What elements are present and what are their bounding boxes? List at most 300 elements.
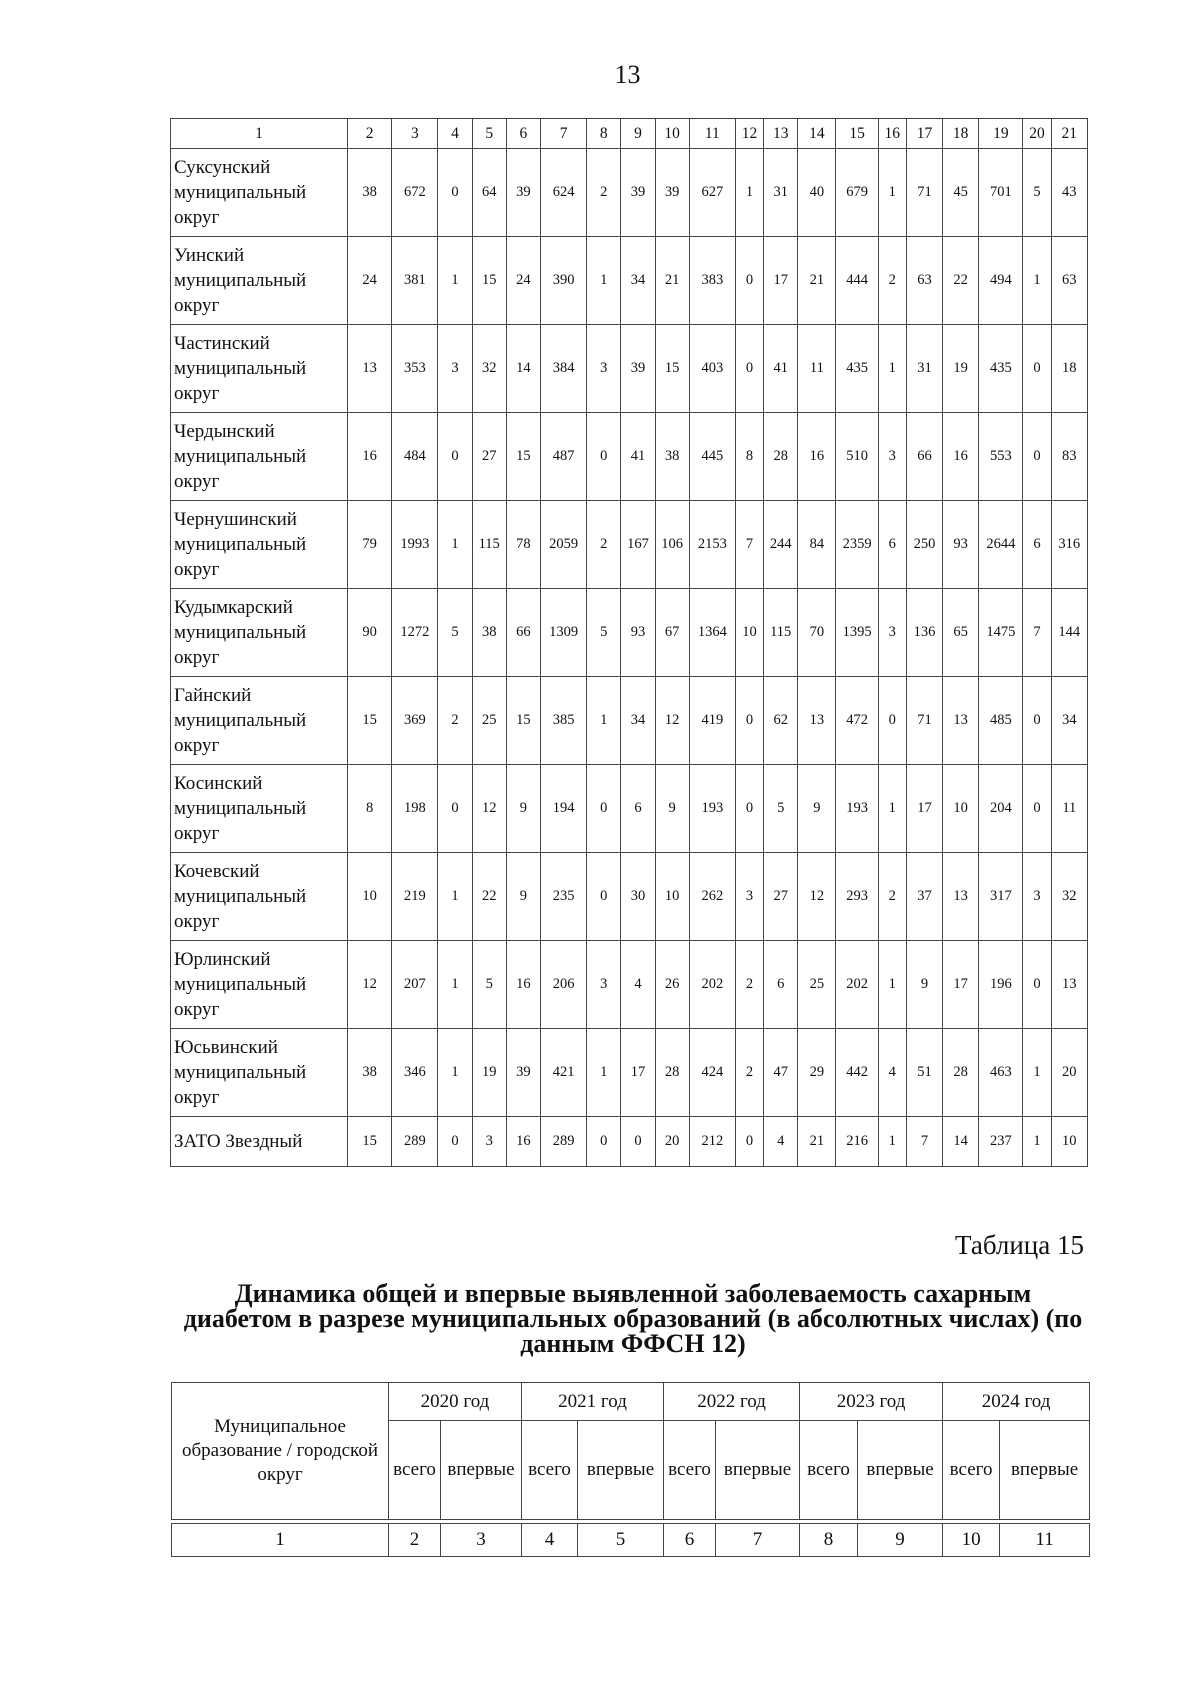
district-name-cell: Уинский муниципальный округ [171, 237, 348, 325]
district-name-cell: Косинский муниципальный округ [171, 765, 348, 853]
value-cell: 5 [438, 589, 472, 677]
column-number-cell: 15 [836, 119, 878, 149]
value-cell: 202 [836, 941, 878, 1029]
value-cell: 71 [906, 677, 942, 765]
value-cell: 317 [979, 853, 1023, 941]
value-cell: 22 [943, 237, 979, 325]
value-cell: 38 [347, 1029, 391, 1117]
district-name-cell: Гайнский муниципальный округ [171, 677, 348, 765]
value-cell: 27 [764, 853, 798, 941]
value-cell: 3 [472, 1117, 506, 1167]
value-cell: 1272 [392, 589, 438, 677]
value-cell: 206 [540, 941, 586, 1029]
value-cell: 1 [438, 941, 472, 1029]
value-cell: 10 [655, 853, 689, 941]
value-cell: 106 [655, 501, 689, 589]
value-cell: 2 [438, 677, 472, 765]
value-cell: 424 [689, 1029, 735, 1117]
year-header-cell: 2023 год [800, 1383, 943, 1421]
value-cell: 198 [392, 765, 438, 853]
value-cell: 219 [392, 853, 438, 941]
value-cell: 83 [1051, 413, 1087, 501]
value-cell: 47 [764, 1029, 798, 1117]
value-cell: 3 [438, 325, 472, 413]
value-cell: 144 [1051, 589, 1087, 677]
column-number-cell: 5 [578, 1524, 664, 1557]
value-cell: 20 [655, 1117, 689, 1167]
value-cell: 6 [1023, 501, 1051, 589]
value-cell: 19 [472, 1029, 506, 1117]
value-cell: 67 [655, 589, 689, 677]
value-cell: 624 [540, 149, 586, 237]
value-cell: 435 [836, 325, 878, 413]
value-cell: 289 [540, 1117, 586, 1167]
value-cell: 237 [979, 1117, 1023, 1167]
column-number-cell: 9 [621, 119, 655, 149]
value-cell: 8 [347, 765, 391, 853]
value-cell: 10 [1051, 1117, 1087, 1167]
value-cell: 62 [764, 677, 798, 765]
value-cell: 12 [472, 765, 506, 853]
value-cell: 167 [621, 501, 655, 589]
value-cell: 16 [943, 413, 979, 501]
value-cell: 216 [836, 1117, 878, 1167]
column-number-cell: 5 [472, 119, 506, 149]
column-numbers-row [172, 1524, 1090, 1557]
value-cell: 0 [438, 765, 472, 853]
value-cell: 510 [836, 413, 878, 501]
value-cell: 6 [764, 941, 798, 1029]
value-cell: 15 [347, 1117, 391, 1167]
value-cell: 0 [878, 677, 906, 765]
value-cell: 0 [1023, 941, 1051, 1029]
value-cell: 34 [621, 677, 655, 765]
value-cell: 66 [506, 589, 540, 677]
value-cell: 21 [798, 1117, 836, 1167]
value-cell: 1 [587, 237, 621, 325]
value-cell: 472 [836, 677, 878, 765]
value-cell: 90 [347, 589, 391, 677]
column-number-cell: 7 [540, 119, 586, 149]
column-number-cell: 3 [441, 1524, 522, 1557]
value-cell: 20 [1051, 1029, 1087, 1117]
column-number-cell: 1 [171, 119, 348, 149]
value-cell: 37 [906, 853, 942, 941]
value-cell: 115 [764, 589, 798, 677]
table-row [171, 589, 1088, 677]
year-header-row [172, 1383, 1090, 1421]
district-name-cell: Кудымкарский муниципальный округ [171, 589, 348, 677]
table-row [171, 853, 1088, 941]
value-cell: 16 [347, 413, 391, 501]
value-cell: 244 [764, 501, 798, 589]
value-cell: 390 [540, 237, 586, 325]
value-cell: 3 [587, 325, 621, 413]
value-cell: 0 [735, 237, 763, 325]
value-cell: 7 [1023, 589, 1051, 677]
value-cell: 1 [587, 677, 621, 765]
value-cell: 45 [943, 149, 979, 237]
year-header-cell: 2020 год [389, 1383, 522, 1421]
value-cell: 17 [764, 237, 798, 325]
value-cell: 15 [506, 413, 540, 501]
value-cell: 32 [1051, 853, 1087, 941]
value-cell: 204 [979, 765, 1023, 853]
column-number-cell: 1 [172, 1524, 389, 1557]
column-number-cell: 6 [664, 1524, 716, 1557]
district-name-cell: Чернушинский муниципальный округ [171, 501, 348, 589]
value-cell: 51 [906, 1029, 942, 1117]
value-cell: 12 [655, 677, 689, 765]
value-cell: 34 [1051, 677, 1087, 765]
value-cell: 115 [472, 501, 506, 589]
column-number-cell: 4 [438, 119, 472, 149]
value-cell: 0 [735, 1117, 763, 1167]
value-cell: 0 [438, 149, 472, 237]
table-row [171, 149, 1088, 237]
value-cell: 5 [1023, 149, 1051, 237]
value-cell: 196 [979, 941, 1023, 1029]
value-cell: 39 [621, 149, 655, 237]
value-cell: 1993 [392, 501, 438, 589]
column-number-cell: 2 [347, 119, 391, 149]
value-cell: 28 [655, 1029, 689, 1117]
value-cell: 5 [472, 941, 506, 1029]
value-cell: 9 [506, 853, 540, 941]
total-header-cell: всего [522, 1421, 578, 1520]
value-cell: 384 [540, 325, 586, 413]
district-name-cell: Частинский муниципальный округ [171, 325, 348, 413]
value-cell: 487 [540, 413, 586, 501]
value-cell: 8 [735, 413, 763, 501]
value-cell: 17 [943, 941, 979, 1029]
column-number-cell: 10 [943, 1524, 1000, 1557]
value-cell: 1309 [540, 589, 586, 677]
value-cell: 0 [1023, 765, 1051, 853]
value-cell: 63 [906, 237, 942, 325]
value-cell: 316 [1051, 501, 1087, 589]
value-cell: 27 [472, 413, 506, 501]
value-cell: 18 [1051, 325, 1087, 413]
column-number-cell: 11 [1000, 1524, 1090, 1557]
value-cell: 9 [906, 941, 942, 1029]
value-cell: 17 [621, 1029, 655, 1117]
year-header-cell: 2021 год [522, 1383, 664, 1421]
value-cell: 383 [689, 237, 735, 325]
value-cell: 15 [506, 677, 540, 765]
new-cases-header-cell: впервые [716, 1421, 800, 1520]
value-cell: 2359 [836, 501, 878, 589]
value-cell: 39 [621, 325, 655, 413]
value-cell: 1395 [836, 589, 878, 677]
value-cell: 21 [655, 237, 689, 325]
value-cell: 34 [621, 237, 655, 325]
value-cell: 0 [438, 1117, 472, 1167]
table-row [171, 1029, 1088, 1117]
table-row [171, 237, 1088, 325]
municipality-header-cell: Муниципальное образование / городской округ [172, 1383, 389, 1520]
value-cell: 1 [878, 941, 906, 1029]
value-cell: 15 [655, 325, 689, 413]
column-number-cell: 8 [800, 1524, 858, 1557]
column-number-cell: 20 [1023, 119, 1051, 149]
value-cell: 14 [506, 325, 540, 413]
value-cell: 193 [836, 765, 878, 853]
total-header-cell: всего [800, 1421, 858, 1520]
value-cell: 1 [878, 765, 906, 853]
district-name-cell: Юсьвинский муниципальный округ [171, 1029, 348, 1117]
value-cell: 25 [472, 677, 506, 765]
table-row [171, 325, 1088, 413]
value-cell: 6 [878, 501, 906, 589]
district-name-cell: ЗАТО Звездный [171, 1117, 348, 1167]
value-cell: 24 [506, 237, 540, 325]
value-cell: 2059 [540, 501, 586, 589]
district-name-cell: Кочевский муниципальный округ [171, 853, 348, 941]
value-cell: 0 [438, 413, 472, 501]
value-cell: 38 [472, 589, 506, 677]
value-cell: 1 [438, 853, 472, 941]
value-cell: 1475 [979, 589, 1023, 677]
value-cell: 4 [878, 1029, 906, 1117]
value-cell: 212 [689, 1117, 735, 1167]
value-cell: 444 [836, 237, 878, 325]
value-cell: 25 [798, 941, 836, 1029]
value-cell: 403 [689, 325, 735, 413]
table-header-row [171, 119, 1088, 149]
column-number-cell: 6 [506, 119, 540, 149]
value-cell: 71 [906, 149, 942, 237]
value-cell: 64 [472, 149, 506, 237]
value-cell: 0 [1023, 413, 1051, 501]
column-number-cell: 17 [906, 119, 942, 149]
value-cell: 3 [735, 853, 763, 941]
total-header-cell: всего [389, 1421, 441, 1520]
value-cell: 1 [438, 501, 472, 589]
value-cell: 289 [392, 1117, 438, 1167]
column-number-cell: 10 [655, 119, 689, 149]
value-cell: 679 [836, 149, 878, 237]
district-statistics-table [170, 118, 1088, 1167]
value-cell: 12 [347, 941, 391, 1029]
value-cell: 421 [540, 1029, 586, 1117]
value-cell: 193 [689, 765, 735, 853]
value-cell: 11 [798, 325, 836, 413]
value-cell: 10 [735, 589, 763, 677]
value-cell: 484 [392, 413, 438, 501]
value-cell: 701 [979, 149, 1023, 237]
value-cell: 21 [798, 237, 836, 325]
value-cell: 0 [735, 765, 763, 853]
column-number-cell: 18 [943, 119, 979, 149]
value-cell: 17 [906, 765, 942, 853]
value-cell: 4 [764, 1117, 798, 1167]
value-cell: 202 [689, 941, 735, 1029]
value-cell: 39 [506, 149, 540, 237]
value-cell: 11 [1051, 765, 1087, 853]
value-cell: 12 [798, 853, 836, 941]
value-cell: 2 [878, 237, 906, 325]
value-cell: 93 [943, 501, 979, 589]
value-cell: 485 [979, 677, 1023, 765]
value-cell: 207 [392, 941, 438, 1029]
value-cell: 235 [540, 853, 586, 941]
value-cell: 78 [506, 501, 540, 589]
column-number-cell: 13 [764, 119, 798, 149]
value-cell: 1 [438, 1029, 472, 1117]
value-cell: 553 [979, 413, 1023, 501]
value-cell: 65 [943, 589, 979, 677]
column-number-cell: 14 [798, 119, 836, 149]
value-cell: 0 [587, 765, 621, 853]
value-cell: 1 [587, 1029, 621, 1117]
value-cell: 26 [655, 941, 689, 1029]
district-name-cell: Суксунский муниципальный округ [171, 149, 348, 237]
table-caption: Динамика общей и впервые выявленной заболеваемость сахарным диабетом в разрезе муниципальных образований (в абсолютных числах) (по данным ФФСН 12) [183, 1279, 1083, 1358]
value-cell: 5 [764, 765, 798, 853]
value-cell: 3 [1023, 853, 1051, 941]
value-cell: 0 [587, 413, 621, 501]
value-cell: 463 [979, 1029, 1023, 1117]
value-cell: 41 [621, 413, 655, 501]
value-cell: 66 [906, 413, 942, 501]
value-cell: 70 [798, 589, 836, 677]
value-cell: 38 [347, 149, 391, 237]
district-name-cell: Юрлинский муниципальный округ [171, 941, 348, 1029]
value-cell: 2 [587, 501, 621, 589]
value-cell: 3 [878, 589, 906, 677]
value-cell: 353 [392, 325, 438, 413]
value-cell: 13 [943, 853, 979, 941]
value-cell: 40 [798, 149, 836, 237]
column-number-cell: 16 [878, 119, 906, 149]
value-cell: 93 [621, 589, 655, 677]
diabetes-dynamics-table [171, 1382, 1090, 1557]
value-cell: 1 [438, 237, 472, 325]
value-cell: 2 [878, 853, 906, 941]
value-cell: 136 [906, 589, 942, 677]
value-cell: 39 [655, 149, 689, 237]
value-cell: 2 [587, 149, 621, 237]
value-cell: 10 [943, 765, 979, 853]
value-cell: 1 [1023, 1029, 1051, 1117]
value-cell: 3 [878, 413, 906, 501]
table-label: Таблица 15 [955, 1230, 1084, 1260]
new-cases-header-cell: впервые [578, 1421, 664, 1520]
value-cell: 445 [689, 413, 735, 501]
column-number-cell: 4 [522, 1524, 578, 1557]
value-cell: 13 [943, 677, 979, 765]
value-cell: 419 [689, 677, 735, 765]
value-cell: 381 [392, 237, 438, 325]
table-row [171, 413, 1088, 501]
column-number-cell: 3 [392, 119, 438, 149]
value-cell: 6 [621, 765, 655, 853]
value-cell: 262 [689, 853, 735, 941]
value-cell: 3 [587, 941, 621, 1029]
value-cell: 250 [906, 501, 942, 589]
value-cell: 14 [943, 1117, 979, 1167]
value-cell: 79 [347, 501, 391, 589]
value-cell: 0 [587, 853, 621, 941]
value-cell: 15 [347, 677, 391, 765]
value-cell: 1 [1023, 1117, 1051, 1167]
value-cell: 13 [798, 677, 836, 765]
value-cell: 1 [1023, 237, 1051, 325]
column-number-cell: 11 [689, 119, 735, 149]
value-cell: 15 [472, 237, 506, 325]
value-cell: 1 [878, 1117, 906, 1167]
value-cell: 2 [735, 941, 763, 1029]
value-cell: 43 [1051, 149, 1087, 237]
value-cell: 385 [540, 677, 586, 765]
new-cases-header-cell: впервые [858, 1421, 943, 1520]
value-cell: 9 [798, 765, 836, 853]
table-row [171, 941, 1088, 1029]
value-cell: 627 [689, 149, 735, 237]
value-cell: 5 [587, 589, 621, 677]
value-cell: 39 [506, 1029, 540, 1117]
value-cell: 293 [836, 853, 878, 941]
value-cell: 22 [472, 853, 506, 941]
value-cell: 63 [1051, 237, 1087, 325]
value-cell: 16 [798, 413, 836, 501]
value-cell: 0 [621, 1117, 655, 1167]
column-number-cell: 8 [587, 119, 621, 149]
value-cell: 13 [347, 325, 391, 413]
column-number-cell: 12 [735, 119, 763, 149]
value-cell: 2644 [979, 501, 1023, 589]
value-cell: 28 [764, 413, 798, 501]
value-cell: 0 [735, 325, 763, 413]
page-number: 13 [614, 60, 641, 89]
value-cell: 16 [506, 941, 540, 1029]
value-cell: 4 [621, 941, 655, 1029]
table-row [171, 765, 1088, 853]
value-cell: 672 [392, 149, 438, 237]
total-header-cell: всего [943, 1421, 1000, 1520]
value-cell: 41 [764, 325, 798, 413]
value-cell: 9 [506, 765, 540, 853]
value-cell: 1 [735, 149, 763, 237]
value-cell: 13 [1051, 941, 1087, 1029]
value-cell: 442 [836, 1029, 878, 1117]
column-number-cell: 9 [858, 1524, 943, 1557]
value-cell: 84 [798, 501, 836, 589]
table-row [171, 501, 1088, 589]
value-cell: 28 [943, 1029, 979, 1117]
value-cell: 32 [472, 325, 506, 413]
value-cell: 369 [392, 677, 438, 765]
value-cell: 29 [798, 1029, 836, 1117]
value-cell: 38 [655, 413, 689, 501]
table-row [171, 1117, 1088, 1167]
year-header-cell: 2024 год [943, 1383, 1090, 1421]
value-cell: 9 [655, 765, 689, 853]
value-cell: 0 [1023, 325, 1051, 413]
value-cell: 1364 [689, 589, 735, 677]
value-cell: 31 [764, 149, 798, 237]
total-header-cell: всего [664, 1421, 716, 1520]
value-cell: 1 [878, 149, 906, 237]
value-cell: 10 [347, 853, 391, 941]
value-cell: 19 [943, 325, 979, 413]
value-cell: 2153 [689, 501, 735, 589]
value-cell: 494 [979, 237, 1023, 325]
column-number-cell: 2 [389, 1524, 441, 1557]
value-cell: 2 [735, 1029, 763, 1117]
value-cell: 435 [979, 325, 1023, 413]
